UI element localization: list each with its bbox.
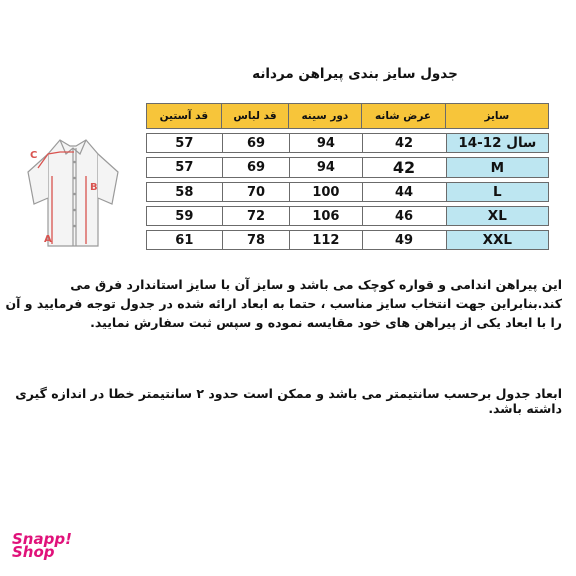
chest-cell: 94 xyxy=(289,133,361,153)
fit-note: این پیراهن اندامی و قواره کوچک می باشد و سایز آن با سایز استاندارد فرق می کند.بنابراین جهت انتخاب سایز مناسب ، حتما به ابعاد ارائه شده در جدول توجه فرمایید و آن را با ابعاد یکی از پیراهن های خود مقایسه نموده و سپس ثبت سفارش نمایید. xyxy=(5,277,562,330)
length-cell: 72 xyxy=(222,206,290,226)
shoulder-cell: 42 xyxy=(362,133,446,153)
header-length: قد لباس xyxy=(222,103,290,129)
shoulder-cell: 44 xyxy=(362,182,446,202)
page-title: جدول سایز بندی پیراهن مردانه xyxy=(252,66,458,82)
label-a: A xyxy=(44,234,52,245)
shoulder-cell: 49 xyxy=(362,230,446,250)
size-cell: XXL xyxy=(446,230,549,250)
header-sleeve: قد آستین xyxy=(146,103,222,129)
table-row xyxy=(146,157,549,178)
shoulder-cell: 42 xyxy=(362,157,446,178)
length-cell: 69 xyxy=(222,157,290,178)
header-size: سایز xyxy=(446,103,549,129)
size-cell: XL xyxy=(446,206,549,226)
header-chest: دور سینه xyxy=(289,103,361,129)
size-cell: L xyxy=(446,182,549,202)
sleeve-cell: 61 xyxy=(146,230,222,250)
table-row xyxy=(146,182,549,202)
size-cell: سال 12-14 xyxy=(446,133,549,153)
logo-line2: Shop xyxy=(12,543,55,561)
label-b: B xyxy=(90,182,98,193)
size-table xyxy=(146,99,549,254)
length-cell: 69 xyxy=(222,133,290,153)
shoulder-cell: 46 xyxy=(362,206,446,226)
sleeve-cell: 57 xyxy=(146,157,222,178)
table-row xyxy=(146,133,549,153)
table-row xyxy=(146,230,549,250)
table-header-row xyxy=(146,103,549,129)
chest-cell: 100 xyxy=(289,182,361,202)
measurement-note: ابعاد جدول برحسب سانتیمتر می باشد و ممکن است حدود ۲ سانتیمتر خطا در اندازه گیری داشته باشد. xyxy=(15,386,562,416)
header-shoulder: عرض شانه xyxy=(362,103,446,129)
sleeve-cell: 59 xyxy=(146,206,222,226)
logo-line1: Snapp! xyxy=(12,530,72,548)
sleeve-cell: 58 xyxy=(146,182,222,202)
snappshop-logo xyxy=(12,530,72,561)
length-cell: 78 xyxy=(222,230,290,250)
sleeve-cell: 57 xyxy=(146,133,222,153)
length-cell: 70 xyxy=(222,182,290,202)
chest-cell: 94 xyxy=(289,157,361,178)
chest-cell: 106 xyxy=(289,206,361,226)
chest-cell: 112 xyxy=(289,230,361,250)
label-c: C xyxy=(30,150,38,161)
shirt-diagram xyxy=(20,132,126,250)
size-cell: M xyxy=(446,157,549,178)
table-row xyxy=(146,206,549,226)
